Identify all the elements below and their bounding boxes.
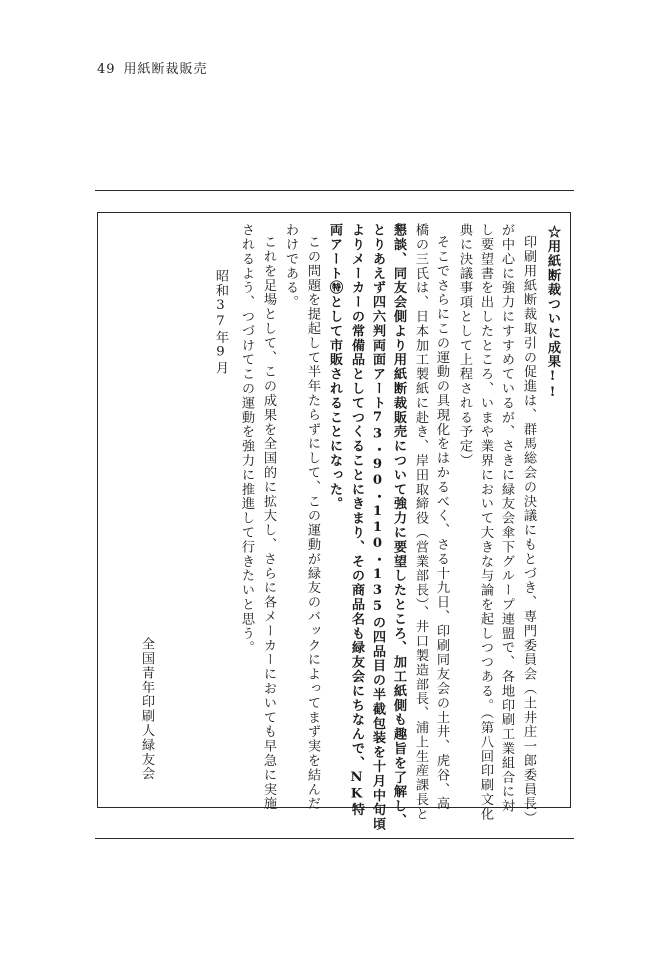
page-header	[97, 58, 208, 77]
text-column: されるよう、つづけてこの運動を強力に推進して行きたいと思う。	[239, 223, 254, 655]
top-rule	[95, 190, 574, 191]
text-column: が中心に強力にすすめているが、さきに緑友会傘下グループ連盟で、各地印刷工業組合に対	[499, 223, 514, 814]
section-title: 用紙断裁販売	[123, 62, 208, 77]
text-column: し要望書を出したところ、いまや業界において大きな与論を起しつつある。（第八回印刷文化	[478, 223, 493, 822]
text-column: この問題を提起して半年たらずにして、この運動が緑友のバックによってまず実を結んだ	[305, 235, 320, 811]
text-column: わけである。	[283, 223, 298, 310]
text-column: 印刷用紙断裁取引の促進は、群馬総会の決議にもとづき、専門委員会（土井庄一郎委員長）	[521, 235, 536, 826]
article-signature: 全国青年印刷人緑友会	[139, 637, 154, 781]
page-number: 49	[97, 62, 116, 77]
article-box	[97, 212, 571, 832]
text-column: これを足場として、この成果を全国的に拡大し、さらに各メーカーにおいても早急に実施	[261, 235, 276, 811]
text-column: よりメーカーの常備品としてつくることにきまり、その商品名も緑友会にちなんで、NK特	[349, 223, 364, 817]
bottom-rule	[95, 838, 574, 839]
text-column: 両アート㊕として市販されることになった。	[327, 223, 342, 511]
text-column: とりあえず四六判両面アート73・90・110・135の四品目の半截包装を十月中旬頃	[370, 223, 385, 832]
article-date: 昭和37年9月	[213, 269, 228, 376]
text-column: 橋の三氏は、日本加工製紙に赴き、岸田取締役（営業部長）、井口製造部長、浦上生産課長と	[413, 223, 428, 822]
text-column: そこでさらにこの運動の具現化をはかるべく、さる十九日、印刷同友会の土井、虎谷、高	[434, 235, 449, 811]
text-column: 懇談、同友会側より用紙断裁販売について強力に要望したところ、加工紙側も趣旨を了解し、	[391, 223, 406, 828]
article-heading: ☆用紙断裁ついに成果!!	[545, 225, 560, 402]
text-column: 典に決議事項として上程される予定）	[457, 223, 472, 468]
